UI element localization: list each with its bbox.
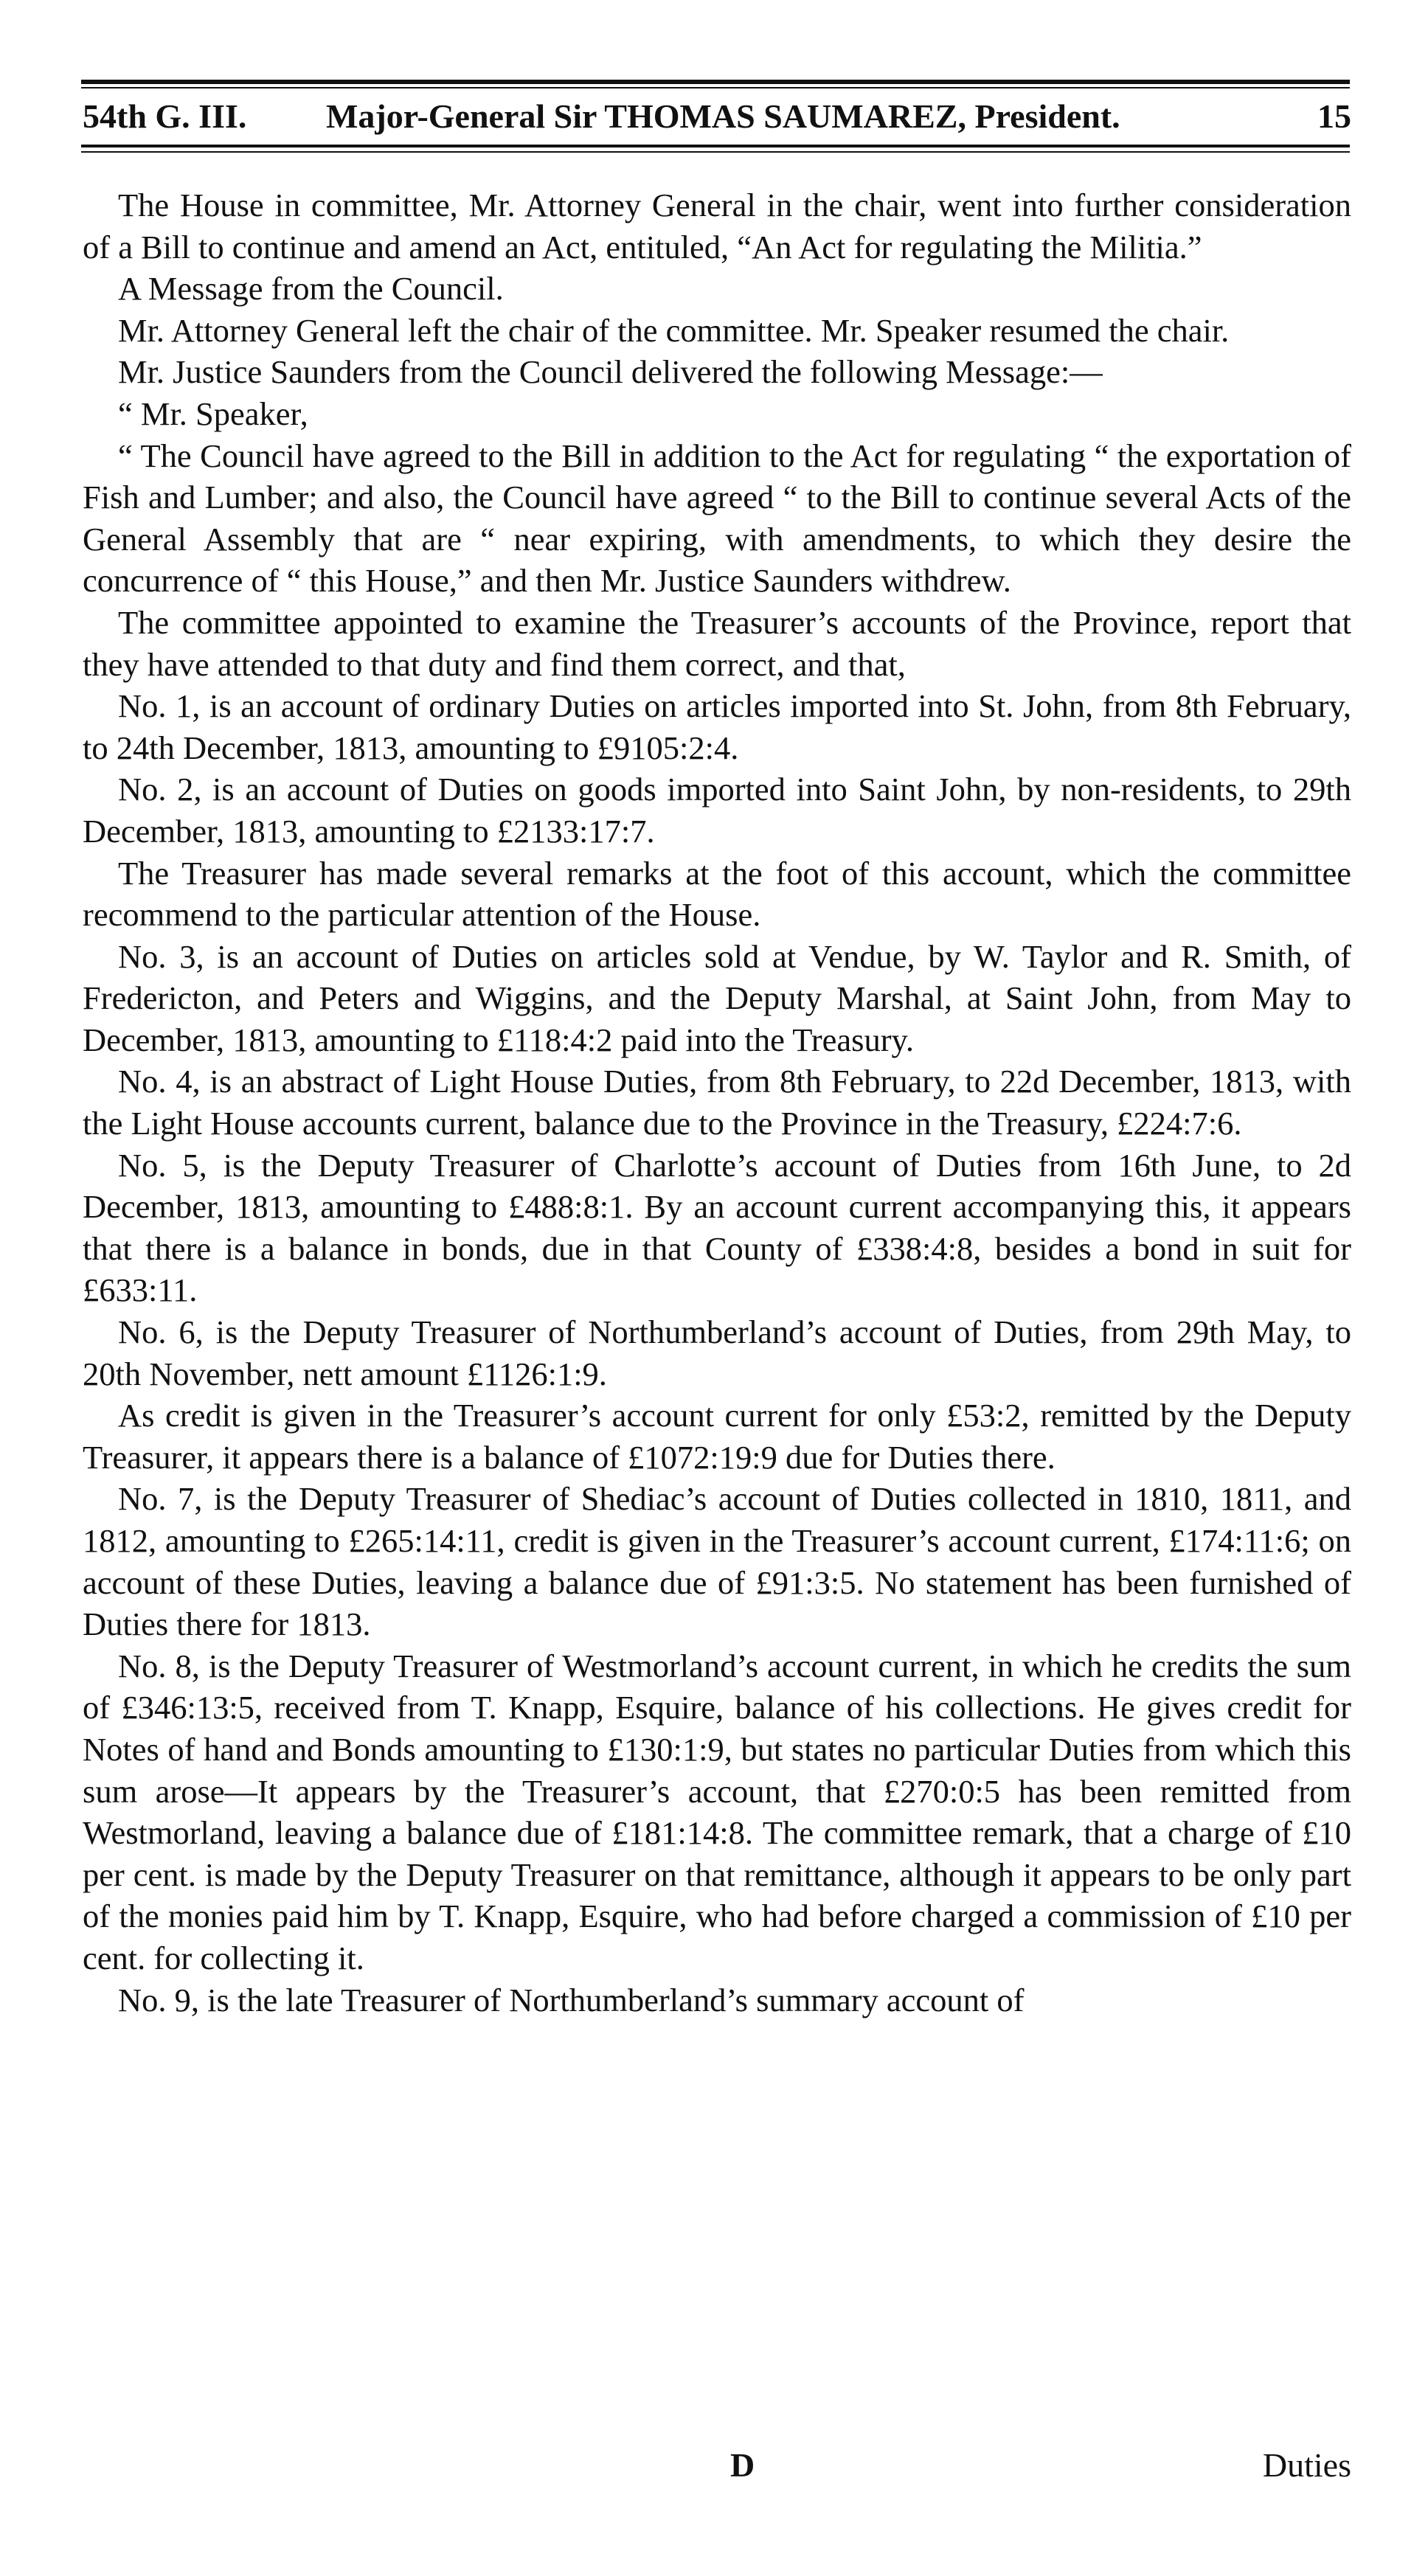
paragraph: “ The Council have agreed to the Bill in addition to the Act for regulating “ the exportation of Fish and Lumber; and also, the Council have agreed “ to the Bill to continue several Acts of the General Assembly that are “ near expiring, with amendments, to which they desire the concurrence of “ this House,” and then Mr. Justice Saunders withdrew. (83, 437, 1351, 600)
paragraph: No. 4, is an abstract of Light House Duties, from 8th February, to 22d December, 1813, with the Light House accounts current, balance due to the Province in the Treasury, £224:7:6. (83, 1063, 1351, 1142)
paragraph: Mr. Attorney General left the chair of the committee. Mr. Speaker resumed the chair. (118, 311, 1230, 349)
paragraph: No. 2, is an account of Duties on goods imported into Saint John, by non-residents, to 29th December, 1813, amounting to £2133:17:7. (83, 771, 1351, 850)
paragraph: No. 3, is an account of Duties on articles sold at Vendue, by W. Taylor and R. Smith, of Fredericton, and Peters and Wiggins, and the Deputy Marshal, at Saint John, from May to December, 1813, amounting to £118:4:2 paid into the Treasury. (83, 937, 1351, 1058)
paragraph: No. 1, is an account of ordinary Duties on articles imported into St. John, from 8th February, to 24th December, 1813, amounting to £9105:2:4. (83, 687, 1351, 766)
page-number: 15 (1317, 97, 1351, 135)
catchword: Duties (1262, 2446, 1351, 2484)
running-header (83, 94, 1351, 139)
header-rule-top-thin (81, 87, 1350, 88)
paragraph: Mr. Justice Saunders from the Council delivered the following Message:— (118, 353, 1103, 391)
paragraph: The House in committee, Mr. Attorney General in the chair, went into further consideration of a Bill to continue and amend an Act, entituled, “An Act for regulating the Militia.” (83, 187, 1351, 265)
journal-body (83, 184, 1351, 2021)
paragraph: A Message from the Council. (118, 270, 504, 308)
paragraph: No. 7, is the Deputy Treasurer of Shediac’s account of Duties collected in 1810, 1811, and 1812, amounting to £265:14:11, credit is given in the Treasurer’s account current, £174:11:6; on account of these Duties, leaving a balance due of £91:3:5. No statement has been furnished of Duties there for 1813. (83, 1480, 1351, 1643)
paragraph: The committee appointed to examine the Treasurer’s accounts of the Province, report that they have attended to that duty and find them correct, and that, (83, 603, 1351, 683)
paragraph: No. 8, is the Deputy Treasurer of Westmorland’s account current, in which he credits the sum of £346:13:5, received from T. Knapp, Esquire, balance of his collections. He gives credit for Notes of hand and Bonds amounting to £130:1:9, but states no particular Duties from which this sum arose—It appears by the Treasurer’s account, that £270:0:5 has been remitted from Westmorland, leaving a balance due of £181:14:8. The committee remark, that a charge of £10 per cent. is made by the Deputy Treasurer on that remittance, although it appears to be only part of the monies paid him by T. Knapp, Esquire, who had before charged a commission of £10 per cent. for collecting it. (83, 1647, 1351, 1976)
signature-mark: D (730, 2446, 755, 2484)
reign-label: 54th G. III. (83, 97, 247, 135)
paragraph: “ Mr. Speaker, (118, 395, 308, 432)
paragraph: As credit is given in the Treasurer’s account current for only £53:2, remitted by the Deputy Treasurer, it appears there is a balance of £1072:19:9 due for Duties there. (83, 1397, 1351, 1476)
page-footer (0, 2447, 1428, 2484)
president-title: Major-General Sir THOMAS SAUMAREZ, President. (326, 97, 1120, 135)
paragraph: No. 9, is the late Treasurer of Northumberland’s summary account of (118, 1981, 1025, 2018)
paragraph: No. 6, is the Deputy Treasurer of Northumberland’s account of Duties, from 29th May, to 20th November, nett amount £1126:1:9. (83, 1313, 1351, 1392)
header-rule-bottom-thin (81, 151, 1350, 153)
paragraph: No. 5, is the Deputy Treasurer of Charlotte’s account of Duties from 16th June, to 2d December, 1813, amounting to £488:8:1. By an account current accompanying this, it appears that there is a balance in bonds, due in that County of £338:4:8, besides a bond in suit for £633:11. (83, 1146, 1351, 1309)
paragraph: The Treasurer has made several remarks at the foot of this account, which the committee recommend to the particular attention of the House. (83, 854, 1351, 934)
header-rule-bottom (81, 145, 1350, 147)
header-rule-top (81, 80, 1350, 84)
